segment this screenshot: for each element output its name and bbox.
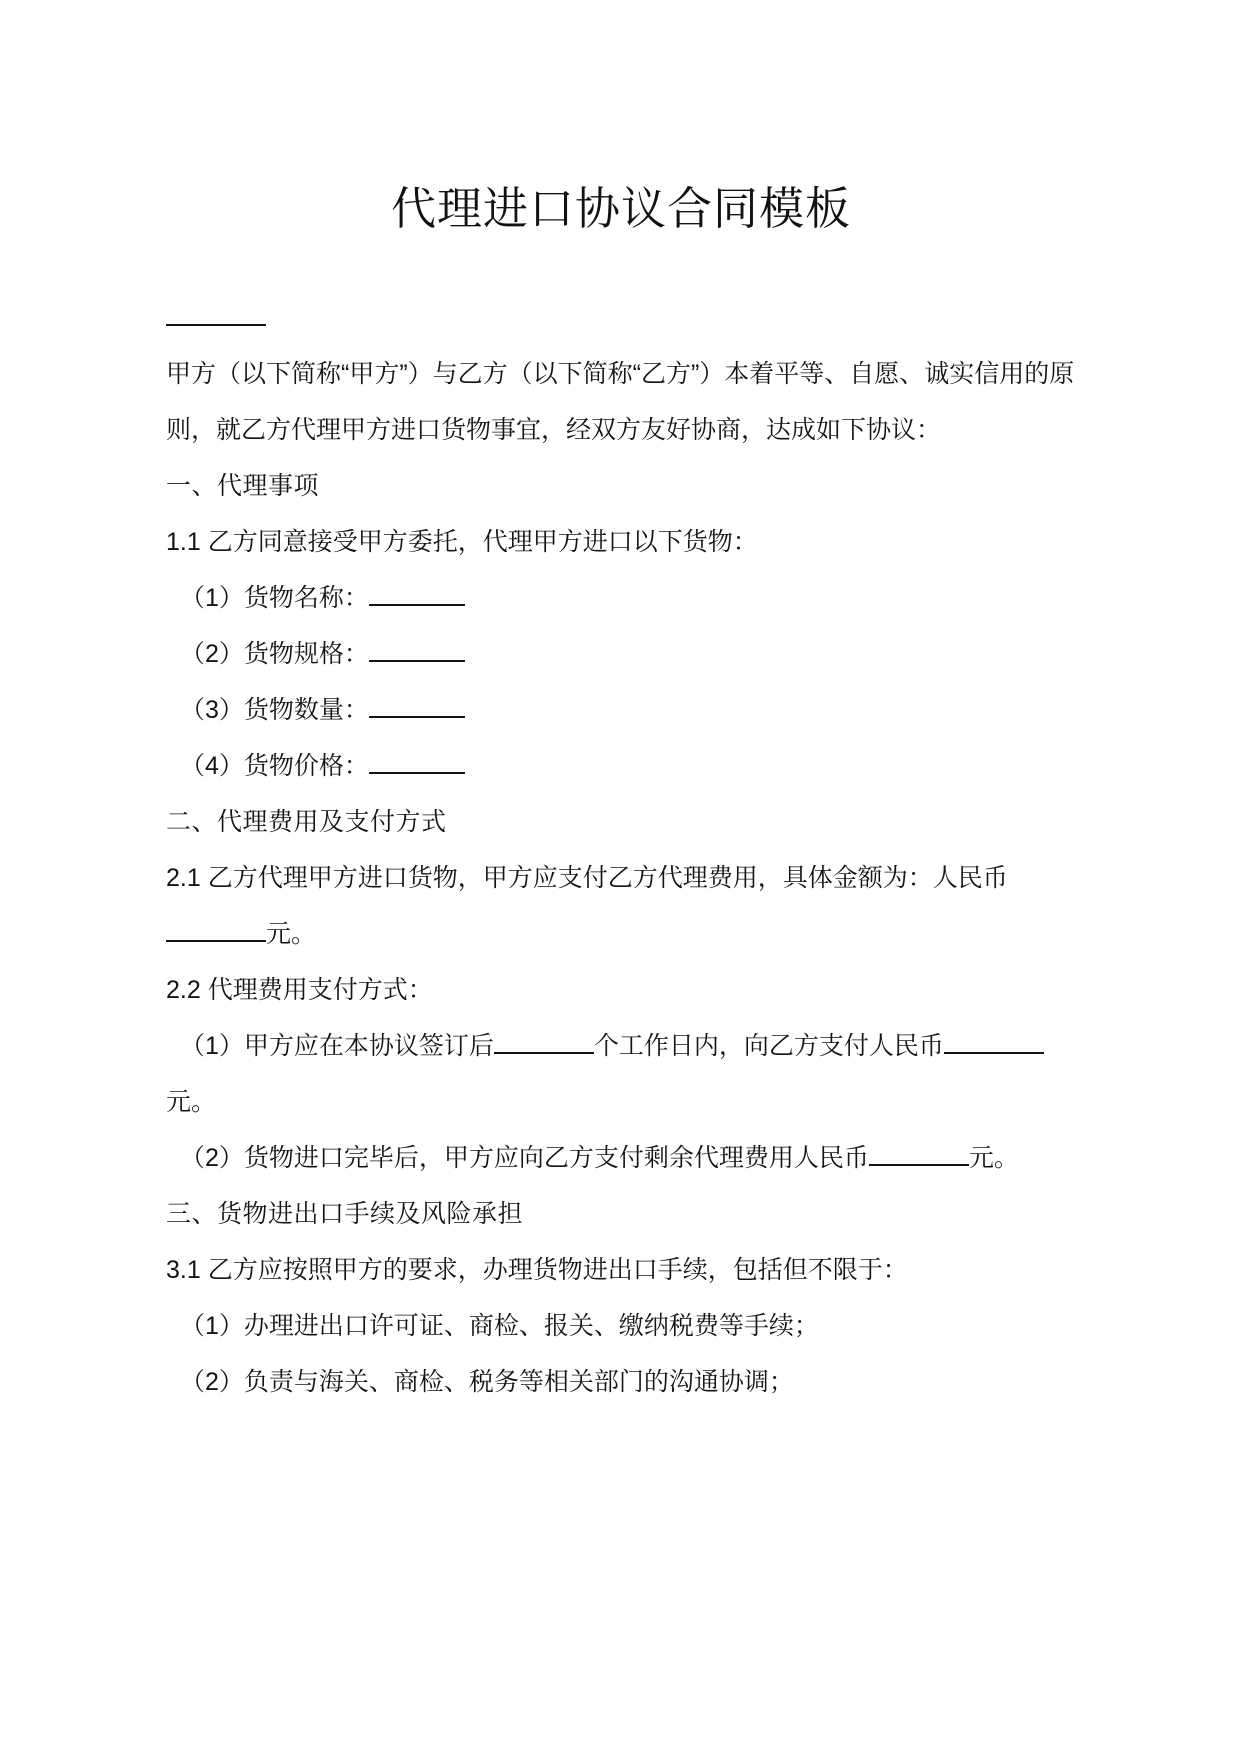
payment-days-text-before: （1）甲方应在本协议签订后 <box>180 1032 494 1060</box>
remaining-fee-text-after: 元。 <box>968 1144 1019 1172</box>
clause-2-2: 2.2 代理费用支付方式： <box>166 976 433 1004</box>
goods-spec-label: （2）货物规格： <box>180 640 369 668</box>
working-days-blank <box>494 1052 594 1054</box>
section-heading-2: 二、代理费用及支付方式 <box>166 808 447 836</box>
goods-quantity-label: （3）货物数量： <box>180 696 369 724</box>
clause-2-1-text-before: 2.1 乙方代理甲方进口货物，甲方应支付乙方代理费用，具体金额为：人民币 <box>166 864 1008 892</box>
clause-1-1-sub-2 <box>166 626 1076 682</box>
clause-3-1-sub-1: （1）办理进出口许可证、商检、报关、缴纳税费等手续； <box>180 1312 819 1340</box>
clause-1-1: 1.1 乙方同意接受甲方委托，代理甲方进口以下货物： <box>166 528 758 556</box>
paragraph-contract-number <box>166 290 1076 346</box>
page-title: 代理进口协议合同模板 <box>390 183 851 234</box>
goods-quantity-blank <box>369 716 465 718</box>
first-payment-amount-blank <box>944 1052 1044 1054</box>
clause-2-2-sub-2 <box>166 1130 1076 1186</box>
document-body <box>166 0 1076 1410</box>
clause-1-1-sub-3 <box>166 682 1076 738</box>
clause-3-1-sub-2: （2）负责与海关、商检、税务等相关部门的沟通协调； <box>180 1368 794 1396</box>
goods-spec-blank <box>369 660 465 662</box>
agency-fee-amount-blank <box>166 940 266 942</box>
goods-price-blank <box>369 772 465 774</box>
contract-number-blank <box>166 324 266 326</box>
section-heading-1: 一、代理事项 <box>166 472 320 500</box>
clause-2-1 <box>166 850 1076 962</box>
goods-name-blank <box>369 604 465 606</box>
clause-2-1-text-after: 元。 <box>266 920 317 948</box>
goods-price-label: （4）货物价格： <box>180 752 369 780</box>
goods-name-label: （1）货物名称： <box>180 584 369 612</box>
clause-1-1-sub-1 <box>166 570 1076 626</box>
remaining-fee-amount-blank <box>869 1164 969 1166</box>
paragraph-parties: 甲方（以下简称“甲方”）与乙方（以下简称“乙方”）本着平等、自愿、诚实信用的原则，就乙方代理甲方进口货物事宜，经双方友好协商，达成如下协议： <box>166 360 1075 444</box>
clause-2-2-sub-1 <box>166 1018 1076 1130</box>
payment-days-text-after: 元。 <box>166 1088 217 1116</box>
clause-3-1: 3.1 乙方应按照甲方的要求，办理货物进出口手续，包括但不限于： <box>166 1256 908 1284</box>
remaining-fee-text-before: （2）货物进口完毕后，甲方应向乙方支付剩余代理费用人民币 <box>180 1144 869 1172</box>
section-heading-3: 三、货物进出口手续及风险承担 <box>166 1200 524 1228</box>
payment-days-text-middle: 个工作日内，向乙方支付人民币 <box>593 1032 944 1060</box>
clause-1-1-sub-4 <box>166 738 1076 794</box>
